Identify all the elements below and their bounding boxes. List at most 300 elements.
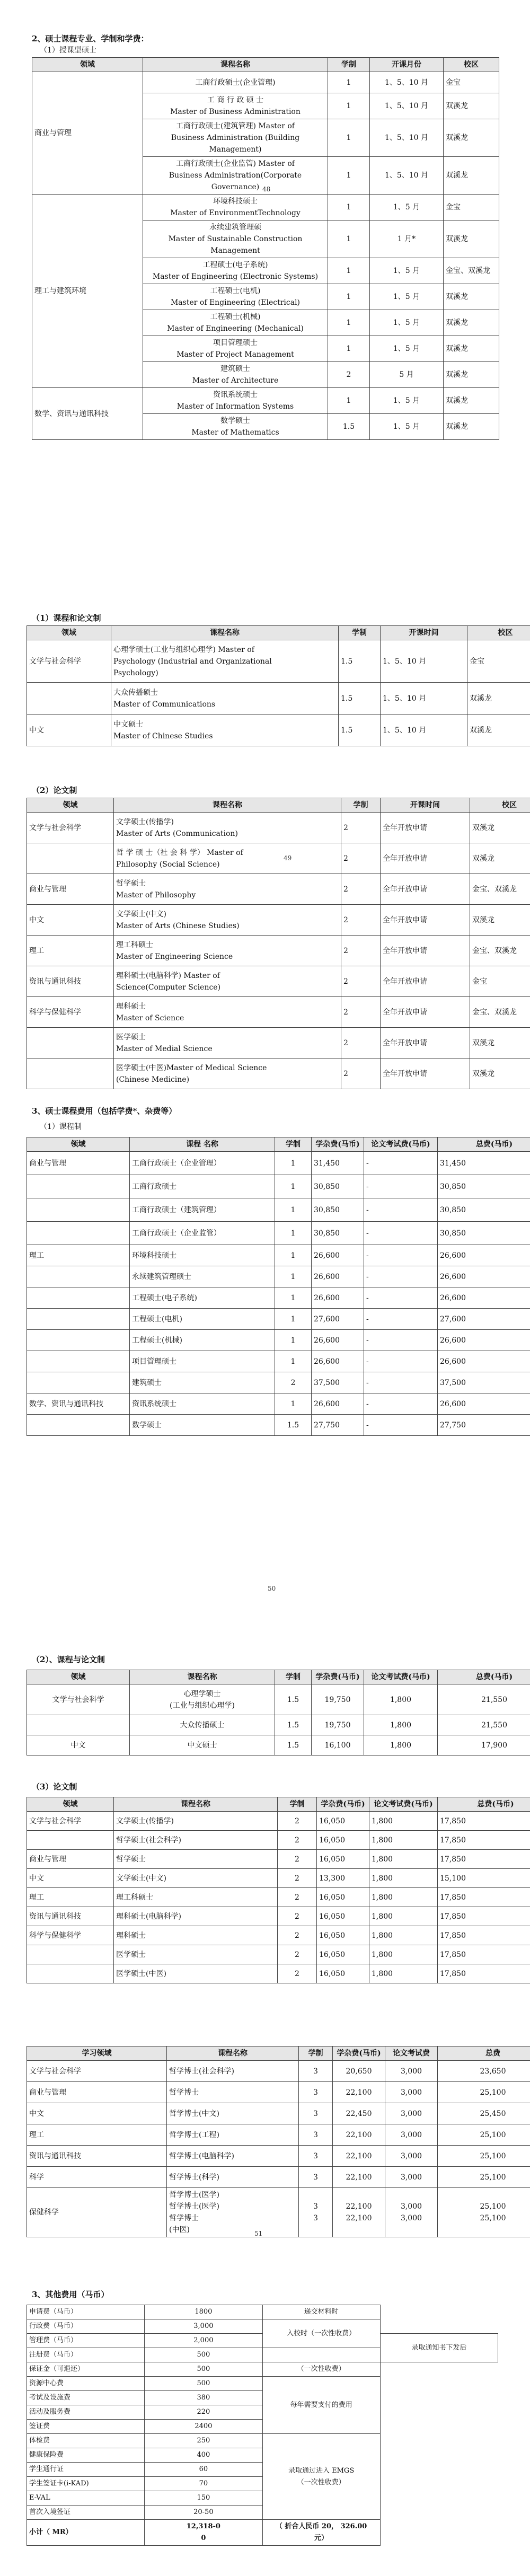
tuition-cell: 30,850 — [312, 1198, 364, 1222]
section-title: （2）、课程与论文制 — [32, 1655, 105, 1664]
intake-cell: 1、5、10 月 — [370, 93, 444, 119]
tuition-cell: 16,050 — [317, 1964, 369, 1983]
exam-fee-cell: - — [364, 1351, 438, 1372]
field-cell: 科学 — [27, 2167, 167, 2188]
column-header: 学制 — [341, 798, 381, 813]
table-row — [27, 936, 530, 966]
campus-cell: 双溪龙 — [470, 1028, 530, 1058]
course-name-cell: 中文硕士 Master of Chinese Studies — [111, 714, 339, 746]
intake-cell: 1、5 月 — [370, 336, 444, 362]
duration-cell: 1 — [328, 336, 370, 362]
column-header: 总费(马币) — [438, 1137, 530, 1152]
field-cell: 保健科学 — [27, 2188, 167, 2237]
column-header: 论文考试费(马币) — [364, 1137, 438, 1152]
section-title: （3）论文制 — [32, 1782, 77, 1792]
field-cell — [27, 1266, 130, 1287]
campus-cell: 双溪龙 — [470, 843, 530, 874]
fee-research-table — [26, 1797, 530, 1983]
table-row — [27, 2103, 530, 2124]
total-fee-cell: 26,600 — [438, 1245, 530, 1266]
column-header: 总费(马币) — [438, 1670, 530, 1684]
field-cell — [27, 1945, 114, 1964]
exam-fee-cell: 3,000 — [385, 2124, 438, 2146]
table-row — [27, 2146, 530, 2167]
fee-item-name: E-VAL — [27, 2491, 145, 2506]
field-cell — [27, 843, 114, 874]
fee-item-name: 体检费 — [27, 2434, 145, 2448]
duration-cell: 2 — [341, 905, 381, 936]
total-fee-cell: 17,850 — [438, 1945, 530, 1964]
tuition-cell: 27,600 — [312, 1309, 364, 1330]
table-row — [27, 1330, 530, 1351]
field-cell: 商业与管理 — [27, 874, 114, 905]
field-cell: 理工与建筑环境 — [32, 195, 143, 388]
column-header: 校区 — [470, 798, 530, 813]
total-fee-cell: 30,850 — [438, 1175, 530, 1198]
column-header: 课程名称 — [114, 1797, 278, 1812]
campus-cell: 金宝 — [444, 72, 499, 93]
exam-fee-cell: 1,800 — [369, 1831, 438, 1850]
duration-cell: 1 — [275, 1266, 312, 1287]
table-row — [27, 1372, 530, 1393]
table-header-row — [27, 2046, 530, 2061]
tuition-cell: 26,600 — [312, 1245, 364, 1266]
page-number: 49 — [284, 854, 292, 862]
exam-fee-cell: 1,800 — [369, 1945, 438, 1964]
field-cell — [27, 1415, 130, 1436]
tuition-cell: 16,050 — [317, 1907, 369, 1926]
exam-fee-cell: 3,000 — [385, 2061, 438, 2082]
exam-fee-cell: 1,800 — [369, 1869, 438, 1888]
table-row — [27, 905, 530, 936]
course-name-cell: 哲学博士(医学) 哲学博士(医学) 哲学博士 (中医) — [167, 2188, 299, 2237]
duration-cell: 3 — [299, 2167, 333, 2188]
column-header: 课程名称 — [114, 798, 341, 813]
tuition-cell: 16,050 — [317, 1850, 369, 1869]
exam-fee-cell: 1,800 — [369, 1888, 438, 1907]
field-cell: 中文 — [27, 1869, 114, 1888]
section-title: 2、硕士课程专业、学制和学费： — [32, 34, 149, 43]
field-cell — [27, 1372, 130, 1393]
duration-cell: 1.5 — [275, 1415, 312, 1436]
tuition-cell: 22,100 — [333, 2124, 385, 2146]
course-name-cell: 文学硕士(中文) — [114, 1869, 278, 1888]
intake-cell: 全年开放申请 — [381, 905, 470, 936]
table-row — [27, 997, 530, 1028]
course-name-cell: 永续建筑管理硕士 — [130, 1266, 275, 1287]
exam-fee-cell: - — [364, 1330, 438, 1351]
table-row — [27, 2167, 530, 2188]
course-name-cell: 工程硕士(电子系统) Master of Engineering (Electronic Systems) — [143, 258, 328, 284]
field-cell — [27, 1222, 130, 1245]
table-row — [27, 2188, 530, 2237]
table-row — [27, 2362, 498, 2377]
total-fee-cell: 17,850 — [438, 1812, 530, 1831]
column-header: 论文考试费(马币) — [369, 1797, 438, 1812]
field-cell: 数学、资讯与通讯科技 — [32, 388, 143, 440]
course-name-cell: 文学硕士(中文) Master of Arts (Chinese Studies) — [114, 905, 341, 936]
table-row — [27, 1266, 530, 1287]
duration-cell: 1 — [275, 1351, 312, 1372]
intake-cell: 1、5、10 月 — [370, 119, 444, 157]
course-name-cell: 资讯系统硕士 — [130, 1393, 275, 1415]
course-name-cell: 文学硕士(传播学) Master of Arts (Communication) — [114, 813, 341, 843]
table-row — [27, 1393, 530, 1415]
tuition-cell: 26,600 — [312, 1393, 364, 1415]
course-name-cell: 理科硕士(电脑科学) Master of Science(Computer Science) — [114, 966, 341, 997]
exam-fee-cell: 1,800 — [369, 1812, 438, 1831]
table-row — [27, 874, 530, 905]
total-fee-cell: 21,550 — [438, 1684, 530, 1715]
table-row — [27, 1309, 530, 1330]
tuition-cell: 31,450 — [312, 1152, 364, 1175]
course-name-cell: 工商行政硕士 — [130, 1175, 275, 1198]
column-header: 校区 — [444, 58, 499, 72]
table-row — [27, 2319, 498, 2334]
campus-cell: 双溪龙 — [470, 813, 530, 843]
total-fee-cell: 15,100 — [438, 1869, 530, 1888]
table-row — [32, 388, 499, 414]
campus-cell: 双溪龙 — [467, 683, 530, 714]
intake-cell: 全年开放申请 — [381, 997, 470, 1028]
section-title: 3、其他费用（马币） — [32, 2290, 109, 2299]
total-fee-cell: 26,600 — [438, 1393, 530, 1415]
duration-cell: 2 — [341, 843, 381, 874]
field-cell: 文学与社会科学 — [27, 1684, 130, 1715]
fee-item-name: 保证金（可退还） — [27, 2362, 145, 2377]
table-row — [27, 683, 530, 714]
intake-cell: 全年开放申请 — [381, 966, 470, 997]
fee-item-amount: 500 — [145, 2348, 262, 2362]
duration-cell: 2 — [278, 1926, 317, 1945]
total-fee-cell: 21,550 — [438, 1715, 530, 1735]
tuition-cell: 16,050 — [317, 1926, 369, 1945]
section-subtitle: （1）授课型硕士 — [40, 46, 96, 55]
fee-item-amount: 400 — [145, 2448, 262, 2463]
fee-note: 入校时（一次性收费） — [262, 2319, 380, 2348]
exam-fee-cell: - — [364, 1309, 438, 1330]
exam-fee-cell: - — [364, 1198, 438, 1222]
duration-cell: 1.5 — [339, 714, 381, 746]
intake-cell: 全年开放申请 — [381, 936, 470, 966]
tuition-cell: 26,600 — [312, 1330, 364, 1351]
duration-cell: 1 — [328, 310, 370, 336]
course-name-cell: 工程硕士(电机) — [130, 1309, 275, 1330]
course-name-cell: 工 商 行 政 硕 士 Master of Business Administration — [143, 93, 328, 119]
total-fee-cell: 27,750 — [438, 1415, 530, 1436]
total-fee-cell: 27,600 — [438, 1309, 530, 1330]
course-name-cell: 建筑硕士 Master of Architecture — [143, 362, 328, 388]
exam-fee-cell: 1,800 — [364, 1715, 438, 1735]
course-name-cell: 医学硕士(中医) — [114, 1964, 278, 1983]
course-name-cell: 理科硕士 — [114, 1926, 278, 1945]
field-cell — [27, 1309, 130, 1330]
exam-fee-cell: - — [364, 1222, 438, 1245]
tuition-cell: 16,050 — [317, 1945, 369, 1964]
field-cell — [27, 1287, 130, 1309]
table-header-row — [27, 1137, 530, 1152]
tuition-cell: 26,600 — [312, 1266, 364, 1287]
duration-cell: 2 — [341, 813, 381, 843]
column-header: 总费 — [438, 2046, 530, 2061]
field-cell: 中文 — [27, 714, 111, 746]
intake-cell: 全年开放申请 — [381, 874, 470, 905]
course-table — [32, 57, 499, 440]
intake-cell: 1、5 月 — [370, 414, 444, 440]
intake-cell: 1、5 月 — [370, 258, 444, 284]
total-fee-cell: 26,600 — [438, 1330, 530, 1351]
total-fee-cell: 26,600 — [438, 1351, 530, 1372]
duration-cell: 2 — [341, 997, 381, 1028]
column-header: 开课月份 — [370, 58, 444, 72]
table-row — [27, 1058, 530, 1089]
exam-fee-cell: 1,800 — [369, 1964, 438, 1983]
duration-cell: 1.5 — [275, 1684, 312, 1715]
column-header: 开课时间 — [381, 626, 467, 640]
fee-item-name: 签证费 — [27, 2420, 145, 2434]
table-row — [27, 1222, 530, 1245]
field-cell: 商业与管理 — [27, 1850, 114, 1869]
campus-cell: 金宝、双溪龙 — [470, 997, 530, 1028]
total-fee-cell: 17,850 — [438, 1831, 530, 1850]
field-cell: 理工 — [27, 2124, 167, 2146]
tuition-cell: 30,850 — [312, 1222, 364, 1245]
fee-item-name: 健康保险费 — [27, 2448, 145, 2463]
column-header: 领域 — [27, 626, 111, 640]
column-header: 论文考试费 — [385, 2046, 438, 2061]
intake-cell: 1、5 月 — [370, 284, 444, 310]
total-fee-cell: 31,450 — [438, 1152, 530, 1175]
course-name-cell: 中文硕士 — [130, 1735, 275, 1755]
total-fee-cell: 26,600 — [438, 1287, 530, 1309]
table-row — [32, 195, 499, 220]
section-title: （2）论文制 — [32, 786, 77, 795]
duration-cell: 1 — [275, 1198, 312, 1222]
exam-fee-cell: - — [364, 1245, 438, 1266]
table-row — [27, 813, 530, 843]
campus-cell: 金宝 — [470, 966, 530, 997]
course-name-cell: 哲学硕士(社会科学) — [114, 1831, 278, 1850]
field-cell — [27, 1175, 130, 1198]
duration-cell: 1 — [328, 220, 370, 258]
duration-cell: 1.5 — [339, 640, 381, 683]
column-header: 课程名称 — [111, 626, 339, 640]
tuition-cell: 16,050 — [317, 1812, 369, 1831]
course-name-cell: 医学硕士(中医)Master of Medical Science (Chinese Medicine) — [114, 1058, 341, 1089]
course-name-cell: 哲学博士 — [167, 2082, 299, 2103]
field-cell: 科学与保健科学 — [27, 997, 114, 1028]
table-row — [27, 1735, 530, 1755]
course-name-cell: 环境科技硕士 Master of EnvironmentTechnology — [143, 195, 328, 220]
duration-cell: 1 — [275, 1152, 312, 1175]
column-header: 学杂费(马币) — [333, 2046, 385, 2061]
fee-item-amount: 220 — [145, 2405, 262, 2420]
campus-cell: 金宝 — [444, 195, 499, 220]
table-row — [27, 2082, 530, 2103]
exam-fee-cell: 1,800 — [369, 1907, 438, 1926]
duration-cell: 1 — [275, 1393, 312, 1415]
exam-fee-cell: 3,000 — [385, 2103, 438, 2124]
column-header: 课程 名称 — [130, 1137, 275, 1152]
tuition-cell: 20,650 — [333, 2061, 385, 2082]
total-fee-cell: 17,850 — [438, 1888, 530, 1907]
column-header: 校区 — [467, 626, 530, 640]
course-name-cell: 工程硕士(电子系统) — [130, 1287, 275, 1309]
fee-item-amount: 150 — [145, 2491, 262, 2506]
subtotal-row — [27, 2520, 498, 2546]
duration-cell: 2 — [275, 1372, 312, 1393]
table-row — [27, 2305, 498, 2319]
duration-cell: 2 — [328, 362, 370, 388]
table-row — [32, 72, 499, 93]
intake-cell: 1、5、10 月 — [381, 640, 467, 683]
fee-item-name: 学生通行证 — [27, 2463, 145, 2477]
fee-note: 每年需要支付的费用 — [262, 2377, 380, 2434]
tuition-cell: 13,300 — [317, 1869, 369, 1888]
course-name-cell: 工程硕士(电机) Master of Engineering (Electrical) — [143, 284, 328, 310]
intake-cell: 5 月 — [370, 362, 444, 388]
research-mode-table — [26, 798, 530, 1089]
column-header: 学杂费(马币) — [317, 1797, 369, 1812]
field-cell: 商业与管理 — [27, 1152, 130, 1175]
fee-note: 递交材料时 — [262, 2305, 380, 2319]
total-fee-cell: 25,100 — [438, 2167, 530, 2188]
table-row — [27, 1926, 530, 1945]
table-row — [27, 1964, 530, 1983]
table-row — [27, 1287, 530, 1309]
tuition-cell: 22,100 22,100 — [333, 2188, 385, 2237]
table-row — [27, 1351, 530, 1372]
field-cell: 资讯与通讯科技 — [27, 2146, 167, 2167]
campus-cell: 双溪龙 — [444, 93, 499, 119]
exam-fee-cell: 3,000 — [385, 2167, 438, 2188]
table-row — [27, 1869, 530, 1888]
duration-cell: 1 — [275, 1222, 312, 1245]
total-fee-cell: 25,100 — [438, 2082, 530, 2103]
duration-cell: 1 — [328, 119, 370, 157]
duration-cell: 1 — [275, 1287, 312, 1309]
duration-cell: 2 — [278, 1869, 317, 1888]
total-fee-cell: 17,850 — [438, 1964, 530, 1983]
fee-item-amount: 2,000 — [145, 2334, 262, 2348]
course-name-cell: 哲学博士(电脑科学) — [167, 2146, 299, 2167]
fee-item-amount: 3,000 — [145, 2319, 262, 2334]
field-cell — [27, 1058, 114, 1089]
fee-item-name: 行政费（马币） — [27, 2319, 145, 2334]
campus-cell: 双溪龙 — [470, 905, 530, 936]
fee-item-amount: 2400 — [145, 2420, 262, 2434]
phd-fee-table — [26, 2046, 530, 2237]
course-name-cell: 永续建筑管理硕 Master of Sustainable Construction Management — [143, 220, 328, 258]
fee-coursework-table — [26, 1137, 530, 1436]
field-cell: 理工 — [27, 936, 114, 966]
table-row — [27, 1907, 530, 1926]
field-cell: 中文 — [27, 2103, 167, 2124]
table-header-row — [27, 1670, 530, 1684]
table-row — [27, 2377, 498, 2391]
column-header: 领域 — [27, 798, 114, 813]
campus-cell: 金宝、双溪龙 — [470, 936, 530, 966]
course-name-cell: 数学硕士 Master of Mathematics — [143, 414, 328, 440]
intake-cell: 全年开放申请 — [381, 1028, 470, 1058]
campus-cell: 金宝、双溪龙 — [470, 874, 530, 905]
intake-cell: 1、5、10 月 — [381, 714, 467, 746]
tuition-cell: 30,850 — [312, 1175, 364, 1198]
campus-cell: 双溪龙 — [444, 119, 499, 157]
fee-item-name: 管理费（马币） — [27, 2334, 145, 2348]
field-cell — [27, 1028, 114, 1058]
page-number: 48 — [262, 186, 271, 193]
course-name-cell: 工商行政硕士（建筑管理） — [130, 1198, 275, 1222]
duration-cell: 2 — [341, 874, 381, 905]
table-row — [27, 2061, 530, 2082]
fee-item-amount: 60 — [145, 2463, 262, 2477]
total-fee-cell: 17,850 — [438, 1907, 530, 1926]
duration-cell: 1 — [328, 258, 370, 284]
fee-item-name: 申请费（马币） — [27, 2305, 145, 2319]
duration-cell: 3 — [299, 2103, 333, 2124]
duration-cell: 1 — [328, 388, 370, 414]
tuition-cell: 26,600 — [312, 1287, 364, 1309]
fee-item-amount: 500 — [145, 2362, 262, 2377]
course-name-cell: 工商行政硕士（企业监管） — [130, 1222, 275, 1245]
duration-cell: 3 — [299, 2146, 333, 2167]
fee-mixed-table — [26, 1670, 530, 1755]
total-fee-cell: 25,100 — [438, 2124, 530, 2146]
fee-item-name: 活动及服务费 — [27, 2405, 145, 2420]
column-header: 学制 — [328, 58, 370, 72]
duration-cell: 2 — [341, 1028, 381, 1058]
column-header: 领域 — [27, 1137, 130, 1152]
duration-cell: 2 — [341, 966, 381, 997]
table-row — [27, 1175, 530, 1198]
field-cell: 资讯与通讯科技 — [27, 966, 114, 997]
total-fee-cell: 17,900 — [438, 1735, 530, 1755]
course-name-cell: 大众传播硕士 Master of Communications — [111, 683, 339, 714]
column-header: 领域 — [27, 1670, 130, 1684]
table-row — [27, 1245, 530, 1266]
column-header: 领域 — [27, 1797, 114, 1812]
duration-cell: 3 — [299, 2061, 333, 2082]
table-row — [27, 1684, 530, 1715]
course-name-cell: 工程硕士(机械) — [130, 1330, 275, 1351]
field-cell: 商业与管理 — [27, 2082, 167, 2103]
duration-cell: 1 — [328, 284, 370, 310]
field-cell — [27, 1964, 114, 1983]
table-row — [27, 843, 530, 874]
exam-fee-cell: - — [364, 1287, 438, 1309]
total-fee-cell: 30,850 — [438, 1198, 530, 1222]
field-cell: 科学与保健科学 — [27, 1926, 114, 1945]
intake-cell: 1、5、10 月 — [370, 72, 444, 93]
fee-item-amount: 500 — [145, 2377, 262, 2391]
field-cell: 文学与社会科学 — [27, 2061, 167, 2082]
fee-item-amount: 70 — [145, 2477, 262, 2491]
course-name-cell: 建筑硕士 — [130, 1372, 275, 1393]
campus-cell: 双溪龙 — [444, 362, 499, 388]
mixed-mode-table — [26, 625, 530, 746]
total-fee-cell: 23,650 — [438, 2061, 530, 2082]
exam-fee-cell: 1,800 — [364, 1735, 438, 1755]
intake-cell: 1、5、10 月 — [370, 157, 444, 195]
column-header: 学习领域 — [27, 2046, 167, 2061]
tuition-cell: 37,500 — [312, 1372, 364, 1393]
fee-item-amount: 20-50 — [145, 2506, 262, 2520]
course-name-cell: 哲学博士(工程) — [167, 2124, 299, 2146]
table-row — [27, 1812, 530, 1831]
tuition-cell: 16,050 — [317, 1888, 369, 1907]
fee-item-amount: 1800 — [145, 2305, 262, 2319]
